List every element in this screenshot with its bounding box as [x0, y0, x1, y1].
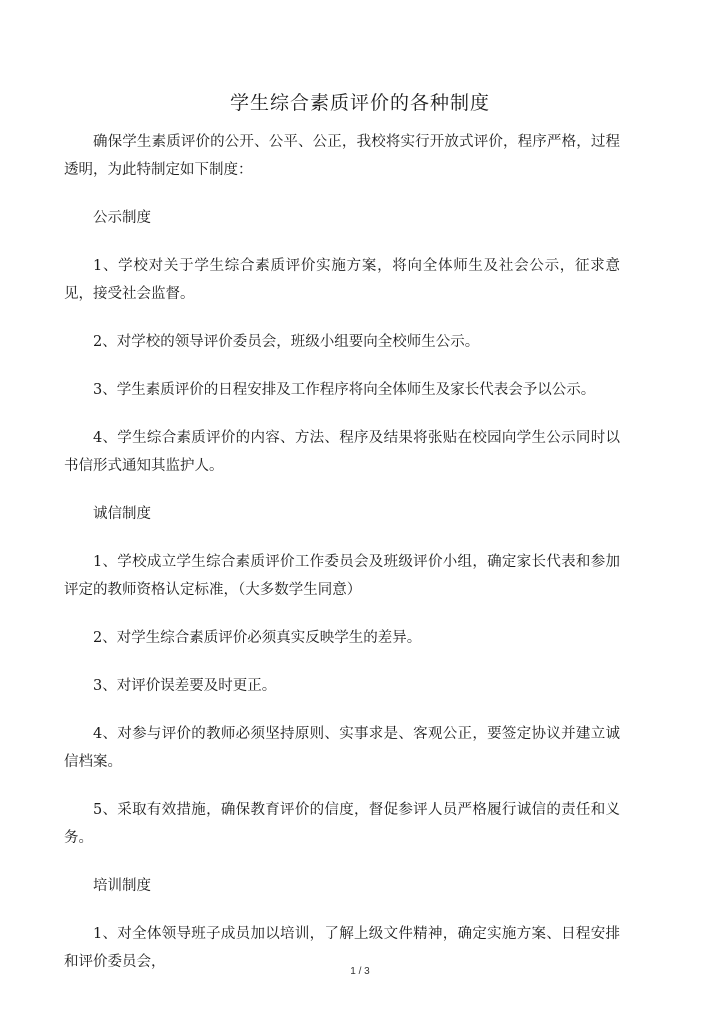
document-title: 学生综合素质评价的各种制度	[229, 92, 490, 114]
section-heading-training: 培训制度	[93, 878, 151, 894]
integrity-item-1: 1、学校成立学生综合素质评价工作委员会及班级评价小组，确定家长代表和参加评定的教师资格认定标准，（大多数学生同意）	[64, 554, 620, 598]
publicity-item-1: 1、学校对关于学生综合素质评价实施方案，将向全体师生及社会公示，征求意见，接受社会监督。	[64, 258, 620, 302]
integrity-item-4: 4、对参与评价的教师必须坚持原则、实事求是、客观公正，要签定协议并建立诚信档案。	[64, 726, 620, 770]
document-body	[64, 128, 620, 996]
section-heading-integrity: 诚信制度	[93, 506, 151, 522]
integrity-item-2: 2、对学生综合素质评价必须真实反映学生的差异。	[93, 630, 422, 646]
section-heading-publicity: 公示制度	[93, 210, 151, 226]
training-item-1: 1、对全体领导班子成员加以培训，了解上级文件精神，确定实施方案、日程安排和评价委员会，	[64, 926, 620, 970]
publicity-item-2: 2、对学校的领导评价委员会，班级小组要向全校师生公示。	[93, 334, 480, 350]
publicity-item-3: 3、学生素质评价的日程安排及工作程序将向全体师生及家长代表会予以公示。	[93, 382, 596, 398]
integrity-item-3: 3、对评价误差要及时更正。	[93, 678, 277, 694]
page-number: 1 / 3	[350, 966, 370, 977]
intro-paragraph: 确保学生素质评价的公开、公平、公正，我校将实行开放式评价，程序严格，过程透明，为此特制定如下制度：	[64, 134, 620, 178]
integrity-item-5: 5、采取有效措施，确保教育评价的信度，督促参评人员严格履行诚信的责任和义务。	[64, 802, 620, 846]
publicity-item-4: 4、学生综合素质评价的内容、方法、程序及结果将张贴在校园向学生公示同时以书信形式通知其监护人。	[64, 430, 620, 474]
